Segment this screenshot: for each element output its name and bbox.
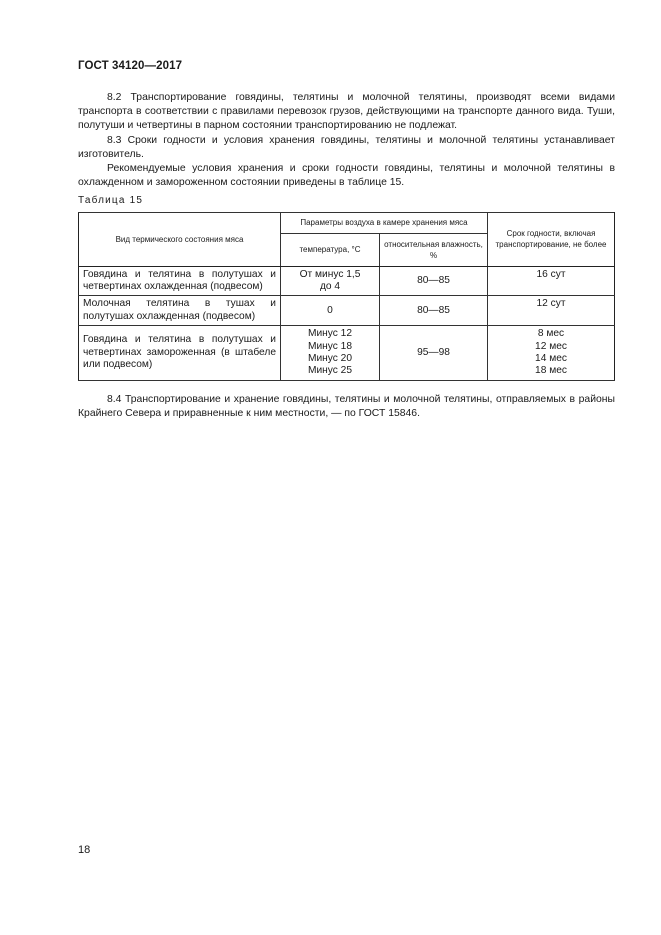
document-body — [78, 91, 615, 421]
header-air-params: Параметры воздуха в камере хранения мяса — [281, 212, 488, 233]
cell-kind: Молочная телятина в тушах и полутушах охлажденная (подвесом) — [79, 296, 281, 326]
temperature-line: Минус 18 — [307, 340, 353, 352]
table-row — [79, 326, 615, 381]
header-temperature: температура, °С — [281, 233, 380, 266]
cell-temperature — [281, 266, 380, 296]
header-kind: Вид термического состояния мяса — [79, 212, 281, 266]
cell-kind: Говядина и телятина в полутушах и четвертинах охлажденная (подвесом) — [79, 266, 281, 296]
cell-shelf-life — [488, 266, 615, 296]
header-shelf-life: Срок годности, включая транспортирование, не более — [488, 212, 615, 266]
header-humidity: относительная влажность, % — [380, 233, 488, 266]
shelf-life-line: 12 сут — [536, 298, 566, 310]
cell-shelf-life — [488, 326, 615, 381]
document-header: ГОСТ 34120—2017 — [78, 60, 183, 72]
cell-temperature — [281, 326, 380, 381]
paragraph-recommended: Рекомендуемые условия хранения и сроки годности говядины, телятины и молочной телятины в охлажденном и замороженном состоянии приведены в таблице 15. — [78, 163, 615, 189]
cell-humidity: 95—98 — [380, 326, 488, 381]
storage-table — [78, 212, 615, 381]
paragraph-8-2: 8.2 Транспортирование говядины, телятины и молочной телятины, производят всеми видами транспорта в соответствии с правилами перевозок грузов, действующими на транспорте данного вида. Туши, полутуши и четвертины в парном состоянии транспортированию не подлежат. — [78, 92, 615, 132]
cell-humidity: 80—85 — [380, 266, 488, 296]
shelf-life-line: 18 мес — [535, 365, 567, 377]
table-body — [79, 266, 615, 380]
paragraph-8-3: 8.3 Сроки годности и условия хранения говядины, телятины и молочной телятины устанавливает изготовитель. — [78, 134, 615, 160]
shelf-life-line: 8 мес — [537, 328, 565, 340]
temperature-line: Минус 20 — [307, 353, 353, 365]
cell-temperature — [281, 296, 380, 326]
shelf-life-line: 16 сут — [536, 268, 566, 280]
page-number: 18 — [78, 844, 91, 856]
cell-humidity: 80—85 — [380, 296, 488, 326]
temperature-line: до 4 — [319, 281, 341, 293]
cell-kind: Говядина и телятина в полутушах и четвертинах замороженная (в штабеле или подвесом) — [79, 326, 281, 381]
temperature-line: Минус 12 — [307, 328, 353, 340]
temperature-line: Минус 25 — [307, 365, 353, 377]
shelf-life-line: 14 мес — [535, 353, 567, 365]
temperature-line: От минус 1,5 — [299, 268, 361, 280]
paragraph-8-4: 8.4 Транспортирование и хранение говядины, телятины и молочной телятины, отправляемых в районы Крайнего Севера и приравненные к ним местности, — по ГОСТ 15846. — [78, 393, 615, 420]
table-row — [79, 266, 615, 296]
temperature-line: 0 — [327, 304, 333, 316]
table-caption: Таблица 15 — [78, 195, 144, 207]
cell-shelf-life — [488, 296, 615, 326]
table-row — [79, 296, 615, 326]
shelf-life-line: 12 мес — [535, 340, 567, 352]
